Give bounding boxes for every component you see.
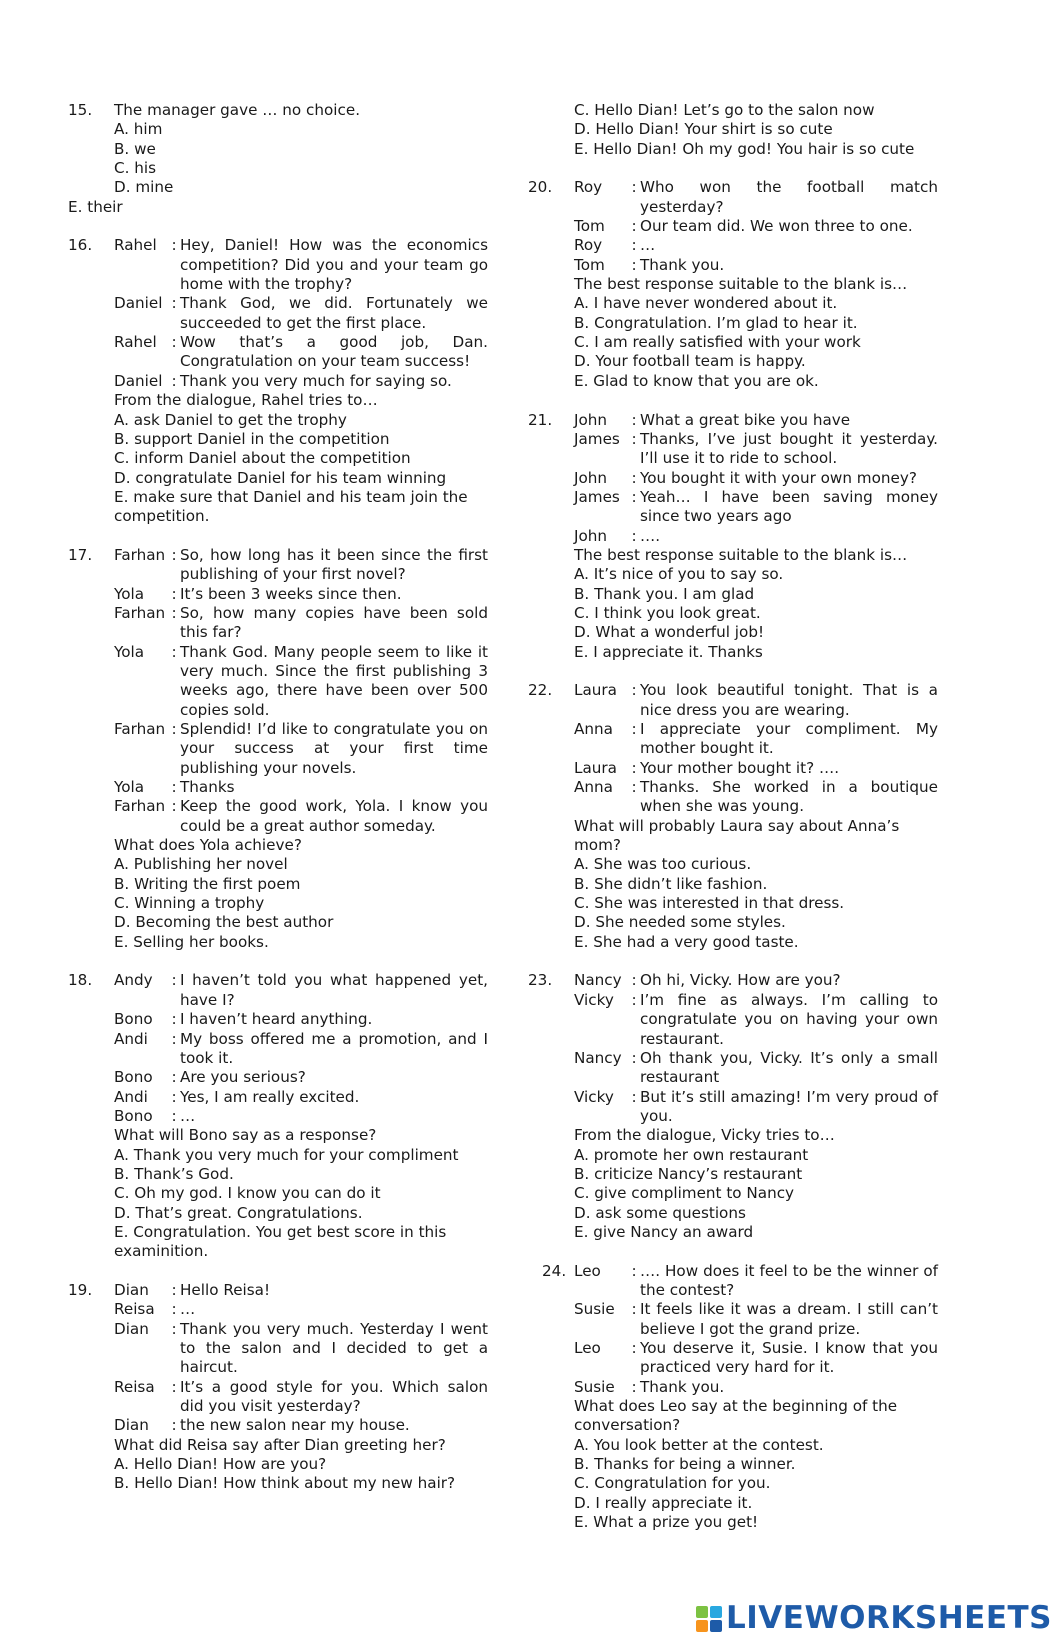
answer-option: D. Your football team is happy.: [574, 352, 806, 371]
question-number: 20.: [528, 178, 553, 197]
speaker-name: Anna: [574, 720, 613, 738]
speaker-name: Laura: [574, 758, 617, 777]
speaker-colon: :: [171, 971, 177, 990]
answer-option: C. She was interested in that dress.: [574, 894, 845, 913]
spacer: [68, 1262, 488, 1281]
speaker-name: Farhan: [114, 720, 166, 738]
speaker-colon: :: [171, 1377, 177, 1396]
speaker-name: Susie: [574, 1377, 615, 1396]
utterance-text: Yes, I am really excited.: [180, 1087, 360, 1106]
speaker-colon: :: [171, 1068, 177, 1087]
speaker-name: Rahel: [114, 333, 157, 352]
speaker-colon: :: [171, 797, 177, 816]
answer-option: E. Glad to know that you are ok.: [574, 371, 819, 390]
speaker-colon: :: [631, 255, 637, 274]
speaker-colon: :: [631, 1339, 637, 1357]
utterance-text: Oh thank you, Vicky. It’s only a small restaurant: [640, 1048, 938, 1087]
utterance-text: Splendid! I’d like to congratulate you on your success at your first time publishing your novels.: [180, 720, 488, 777]
speaker-name: Laura: [574, 681, 617, 700]
utterance: [640, 971, 938, 990]
utterance-text: Thank God, we did. Fortunately we succeeded to get the first place.: [180, 294, 488, 332]
speaker-colon: :: [171, 1087, 177, 1106]
utterance: [180, 1088, 488, 1107]
answer-option: B. criticize Nancy’s restaurant: [574, 1164, 803, 1183]
question-continuation: [528, 101, 938, 159]
utterance: [180, 1068, 488, 1087]
answer-option: A. Hello Dian! How are you?: [114, 1455, 327, 1474]
utterance-text: Hello Reisa!: [180, 1280, 271, 1299]
speaker-name: Roy: [574, 236, 603, 255]
utterance: [180, 1107, 488, 1126]
answer-option: B. Thank you. I am glad: [574, 584, 755, 603]
question-20: [528, 178, 938, 391]
speaker-name: James: [574, 429, 620, 448]
speaker-colon: :: [631, 1300, 637, 1319]
utterance: [180, 1030, 488, 1069]
utterance-text: Our team did. We won three to one.: [640, 217, 913, 236]
utterance-text: Thank God. Many people seem to like it very much. Since the first publishing 3 weeks ago, there have been over 500 copies sold.: [180, 642, 488, 719]
utterance: [640, 778, 938, 817]
utterance-text: You look beautiful tonight. That is a nice dress you are wearing.: [640, 681, 938, 719]
question-21: [528, 411, 938, 662]
speaker-colon: :: [631, 236, 637, 255]
utterance-text: Thanks. She worked in a boutique when she was young.: [640, 778, 938, 816]
question-18: [68, 971, 488, 1261]
question-stem: The manager gave … no choice.: [114, 101, 361, 119]
answer-option: A. Publishing her novel: [114, 855, 288, 874]
answer-option: C. I am really satisfied with your work: [574, 333, 861, 352]
spacer: [68, 527, 488, 546]
speaker-name: Yola: [114, 778, 145, 797]
utterance-text: But it’s still amazing! I’m very proud of you.: [640, 1087, 938, 1125]
utterance: [640, 1300, 938, 1339]
utterance: [180, 585, 488, 604]
speaker-colon: :: [631, 1261, 637, 1280]
answer-option: C. I think you look great.: [574, 603, 761, 622]
speaker-colon: :: [171, 1029, 177, 1048]
utterance-text: …. How does it feel to be the winner of the contest?: [640, 1261, 938, 1299]
question-number: 24.: [542, 1261, 567, 1280]
answer-option: D. ask some questions: [574, 1203, 746, 1222]
question-body: [114, 1281, 488, 1494]
utterance: [640, 217, 938, 236]
answer-option: A. I have never wondered about it.: [574, 294, 838, 313]
answer-option: C. inform Daniel about the competition: [114, 449, 411, 468]
question-prompt: From the dialogue, Rahel tries to…: [114, 391, 378, 410]
speaker-name: Roy: [574, 178, 603, 197]
spacer: [528, 391, 938, 410]
utterance: [180, 1300, 488, 1319]
speaker-colon: :: [171, 236, 177, 255]
question-number: 15.: [68, 101, 93, 119]
utterance: [640, 488, 938, 527]
utterance-text: …: [640, 236, 656, 255]
utterance: [180, 1378, 488, 1417]
utterance: [180, 643, 488, 720]
answer-option: C. give compliment to Nancy: [574, 1184, 795, 1203]
speaker-name: Tom: [574, 217, 605, 236]
utterance: [180, 1281, 488, 1300]
speaker-colon: :: [631, 971, 637, 990]
utterance: [180, 546, 488, 585]
question-body: [114, 546, 488, 952]
answer-option: E. their: [68, 197, 123, 216]
speaker-name: Bono: [114, 1106, 153, 1125]
spacer: [528, 662, 938, 681]
answer-option: B. support Daniel in the competition: [114, 429, 390, 448]
liveworksheets-logo-icon: [696, 1606, 722, 1632]
speaker-name: John: [574, 526, 608, 545]
speaker-name: Dian: [114, 1416, 149, 1435]
utterance: [640, 469, 938, 488]
answer-option: A. ask Daniel to get the trophy: [114, 410, 347, 429]
answer-option: C. Congratulation for you.: [574, 1474, 771, 1493]
utterance-text: Wow that’s a good job, Dan. Congratulation on your team success!: [180, 333, 488, 371]
speaker-name: John: [574, 410, 608, 429]
speaker-colon: :: [631, 720, 637, 738]
question-body: [574, 971, 938, 1242]
utterance: [180, 604, 488, 643]
speaker-name: Dian: [114, 1280, 149, 1299]
question-number: 23.: [528, 971, 553, 990]
utterance: [640, 681, 938, 720]
answer-option: D. Hello Dian! Your shirt is so cute: [574, 120, 833, 139]
question-number: 16.: [68, 236, 93, 255]
speaker-colon: :: [171, 720, 177, 738]
speaker-colon: :: [631, 526, 637, 545]
answer-option: C. his: [114, 159, 157, 178]
answer-option: B. Thank’s God.: [114, 1164, 234, 1183]
answer-option: E. give Nancy an award: [574, 1222, 754, 1241]
speaker-name: Tom: [574, 255, 605, 274]
right-column: [528, 101, 938, 1532]
speaker-colon: :: [171, 333, 177, 352]
answer-option: E. Hello Dian! Oh my god! You hair is so cute: [574, 139, 915, 158]
utterance-text: It feels like it was a dream. I still can’t believe I got the grand prize.: [640, 1300, 938, 1338]
answer-option: E. What a prize you get!: [574, 1513, 759, 1532]
question-16: [68, 236, 488, 526]
answer-option: E. make sure that Daniel and his team join the competition.: [114, 487, 468, 526]
speaker-name: John: [574, 468, 608, 487]
speaker-colon: :: [631, 778, 637, 797]
utterance: [180, 236, 488, 294]
speaker-name: James: [574, 487, 620, 506]
speaker-colon: :: [631, 758, 637, 777]
speaker-name: Dian: [114, 1319, 149, 1338]
utterance: [180, 797, 488, 836]
speaker-name: Nancy: [574, 1048, 622, 1067]
speaker-name: Yola: [114, 584, 145, 603]
utterance: [640, 759, 938, 778]
utterance: [640, 720, 938, 759]
utterance: [180, 333, 488, 372]
question-body: [574, 1262, 938, 1533]
question-body: [114, 101, 488, 198]
answer-option: D. congratulate Daniel for his team winning: [114, 468, 447, 487]
liveworksheets-brand: [696, 1600, 1052, 1637]
speaker-name: Anna: [574, 778, 613, 797]
speaker-colon: :: [631, 410, 637, 429]
utterance: [180, 1320, 488, 1378]
speaker-colon: :: [171, 584, 177, 603]
utterance: [640, 256, 938, 275]
question-prompt: The best response suitable to the blank is…: [574, 275, 908, 294]
speaker-name: Andy: [114, 971, 153, 990]
speaker-name: Vicky: [574, 1087, 614, 1106]
speaker-name: Nancy: [574, 971, 622, 990]
question-22: [528, 681, 938, 952]
utterance-text: I haven’t told you what happened yet, have I?: [180, 971, 488, 1009]
brand-name: LIVEWORKSHEETS: [726, 1600, 1052, 1637]
utterance-text: I appreciate your compliment. My mother bought it.: [640, 720, 938, 758]
speaker-colon: :: [171, 1106, 177, 1125]
utterance-text: So, how long has it been since the first publishing of your first novel?: [180, 545, 488, 584]
answer-option: E. Selling her books.: [114, 932, 269, 951]
utterance-text: ….: [640, 526, 661, 545]
utterance: [180, 1010, 488, 1029]
speaker-colon: :: [631, 681, 637, 700]
utterance: [180, 294, 488, 333]
question-prompt: What does Leo say at the beginning of the conversation?: [574, 1397, 898, 1435]
utterance-text: So, how many copies have been sold this far?: [180, 603, 488, 642]
dialogue: [574, 1262, 938, 1397]
utterance: [640, 178, 938, 217]
utterance-text: Thank you very much. Yesterday I went to the salon and I decided to get a haircut.: [180, 1319, 488, 1377]
answer-option: A. It’s nice of you to say so.: [574, 565, 784, 584]
speaker-name: Reisa: [114, 1377, 155, 1396]
answer-option: B. we: [114, 139, 156, 158]
answer-option: A. She was too curious.: [574, 855, 752, 874]
speaker-colon: :: [171, 1319, 177, 1338]
utterance: [640, 411, 938, 430]
speaker-name: Daniel: [114, 371, 163, 390]
speaker-colon: :: [171, 603, 177, 622]
speaker-name: Rahel: [114, 236, 157, 255]
speaker-colon: :: [631, 429, 637, 448]
answer-option: E. I appreciate it. Thanks: [574, 642, 763, 661]
speaker-name: Farhan: [114, 545, 166, 564]
question-19: [68, 1281, 488, 1494]
spacer: [528, 1242, 938, 1261]
question-body: [574, 178, 938, 391]
dialogue: [574, 971, 938, 1126]
question-23: [528, 971, 938, 1242]
answer-option: D. That’s great. Congratulations.: [114, 1203, 363, 1222]
utterance-text: …: [180, 1300, 196, 1319]
utterance-text: It’s been 3 weeks since then.: [180, 584, 402, 603]
answer-option: B. Congratulation. I’m glad to hear it.: [574, 313, 858, 332]
speaker-name: Susie: [574, 1300, 615, 1319]
question-prompt: What will Bono say as a response?: [114, 1126, 377, 1145]
speaker-colon: :: [631, 1087, 637, 1106]
utterance: [180, 1416, 488, 1435]
utterance-text: You deserve it, Susie. I know that you practiced very hard for it.: [640, 1339, 938, 1377]
question-body: [574, 681, 938, 952]
answer-option: B. She didn’t like fashion.: [574, 874, 768, 893]
answer-option: D. What a wonderful job!: [574, 623, 765, 642]
question-prompt: The best response suitable to the blank is…: [574, 545, 908, 564]
utterance-text: the new salon near my house.: [180, 1416, 410, 1435]
left-column: [68, 101, 488, 1494]
speaker-colon: :: [171, 778, 177, 797]
utterance-text: Hey, Daniel! How was the economics competition? Did you and your team go home with the trophy?: [180, 236, 488, 294]
utterance: [180, 720, 488, 778]
answer-option: D. I really appreciate it.: [574, 1493, 753, 1512]
dialogue: [574, 681, 938, 816]
question-number: 19.: [68, 1280, 93, 1299]
answer-option: D. She needed some styles.: [574, 913, 786, 932]
utterance-text: Thank you very much for saying so.: [180, 371, 452, 390]
speaker-colon: :: [631, 487, 637, 506]
speaker-colon: :: [631, 178, 637, 197]
question-17: [68, 546, 488, 952]
question-number: 22.: [528, 681, 553, 700]
speaker-colon: :: [171, 545, 177, 564]
question-prompt: What does Yola achieve?: [114, 836, 302, 855]
question-body: [114, 971, 488, 1261]
utterance: [180, 372, 488, 391]
question-number: 18.: [68, 971, 93, 990]
answer-option: B. Hello Dian! How think about my new hair?: [114, 1474, 456, 1493]
speaker-name: Reisa: [114, 1300, 155, 1319]
speaker-colon: :: [631, 217, 637, 236]
utterance-text: Oh hi, Vicky. How are you?: [640, 971, 841, 990]
continuation-options: [574, 101, 938, 159]
speaker-name: Andi: [114, 1029, 148, 1048]
dialogue: [114, 546, 488, 836]
speaker-colon: :: [631, 990, 637, 1009]
dialogue: [114, 236, 488, 391]
answer-option: B. Thanks for being a winner.: [574, 1455, 796, 1474]
speaker-name: Yola: [114, 642, 145, 661]
answer-option: C. Hello Dian! Let’s go to the salon now: [574, 101, 875, 119]
answer-option: B. Writing the first poem: [114, 874, 301, 893]
speaker-colon: :: [171, 294, 177, 313]
spacer: [68, 217, 488, 236]
utterance-text: …: [180, 1106, 196, 1125]
speaker-colon: :: [171, 1300, 177, 1319]
answer-option: D. Becoming the best author: [114, 913, 334, 932]
utterance: [640, 1049, 938, 1088]
answer-option: A. promote her own restaurant: [574, 1145, 809, 1164]
utterance-text: You bought it with your own money?: [640, 468, 917, 487]
dialogue: [574, 178, 938, 275]
dialogue: [114, 971, 488, 1126]
question-prompt: What did Reisa say after Dian greeting her?: [114, 1435, 446, 1454]
speaker-name: Leo: [574, 1339, 601, 1357]
speaker-colon: :: [631, 468, 637, 487]
question-body: [114, 236, 488, 526]
dialogue: [114, 1281, 488, 1436]
answer-option: E. She had a very good taste.: [574, 932, 799, 951]
speaker-name: Farhan: [114, 797, 166, 816]
utterance-text: Thanks, I’ve just bought it yesterday. I’ll use it to ride to school.: [640, 429, 938, 468]
question-number: 21.: [528, 410, 553, 429]
utterance-text: I’m fine as always. I’m calling to congratulate you on having your own restaurant.: [640, 990, 938, 1048]
utterance-text: Are you serious?: [180, 1068, 306, 1087]
speaker-colon: :: [631, 1377, 637, 1396]
utterance: [640, 430, 938, 469]
answer-option: A. him: [114, 120, 163, 139]
answer-option: D. mine: [114, 178, 174, 197]
speaker-name: Bono: [114, 1010, 153, 1029]
utterance-text: Keep the good work, Yola. I know you could be a great author someday.: [180, 797, 488, 835]
question-number: 17.: [68, 545, 93, 564]
speaker-name: Leo: [574, 1261, 601, 1280]
speaker-colon: :: [171, 371, 177, 390]
utterance-text: What a great bike you have: [640, 410, 851, 429]
utterance: [640, 991, 938, 1049]
speaker-name: Bono: [114, 1068, 153, 1087]
utterance-text: Who won the football match yesterday?: [640, 178, 938, 216]
speaker-name: Andi: [114, 1087, 148, 1106]
utterance-text: It’s a good style for you. Which salon did you visit yesterday?: [180, 1377, 488, 1416]
question-24: [528, 1262, 938, 1533]
answer-option: E. Congratulation. You get best score in this examinition.: [114, 1222, 447, 1261]
answer-option: A. You look better at the contest.: [574, 1435, 824, 1454]
utterance-text: Thanks: [180, 778, 235, 797]
speaker-colon: :: [171, 642, 177, 661]
speaker-colon: :: [171, 1280, 177, 1299]
spacer: [68, 952, 488, 971]
dialogue: [574, 411, 938, 546]
speaker-name: Daniel: [114, 294, 163, 313]
question-15: [68, 101, 488, 198]
utterance: [640, 527, 938, 546]
answer-option: C. Oh my god. I know you can do it: [114, 1184, 381, 1203]
question-prompt: From the dialogue, Vicky tries to…: [574, 1126, 835, 1145]
utterance-text: My boss offered me a promotion, and I took it.: [180, 1029, 488, 1067]
question-prompt: What will probably Laura say about Anna’s mom?: [574, 816, 900, 855]
question-body: [574, 411, 938, 662]
utterance: [640, 1088, 938, 1127]
utterance: [640, 236, 938, 255]
utterance: [180, 778, 488, 797]
utterance-text: I haven’t heard anything.: [180, 1010, 373, 1029]
speaker-colon: :: [171, 1010, 177, 1029]
utterance-text: Thank you.: [640, 255, 725, 274]
utterance: [640, 1378, 938, 1397]
spacer: [528, 952, 938, 971]
utterance-text: Yeah… I have been saving money since two years ago: [640, 487, 938, 526]
utterance-text: Thank you.: [640, 1377, 725, 1396]
utterance: [640, 1339, 938, 1378]
answer-option: C. Winning a trophy: [114, 894, 265, 913]
utterance: [180, 971, 488, 1010]
speaker-name: Vicky: [574, 990, 614, 1009]
answer-option: A. Thank you very much for your compliment: [114, 1145, 459, 1164]
utterance-text: Your mother bought it? ….: [640, 758, 840, 777]
speaker-colon: :: [631, 1048, 637, 1067]
spacer: [528, 159, 938, 178]
utterance: [640, 1262, 938, 1301]
speaker-name: Farhan: [114, 603, 166, 622]
speaker-colon: :: [171, 1416, 177, 1435]
